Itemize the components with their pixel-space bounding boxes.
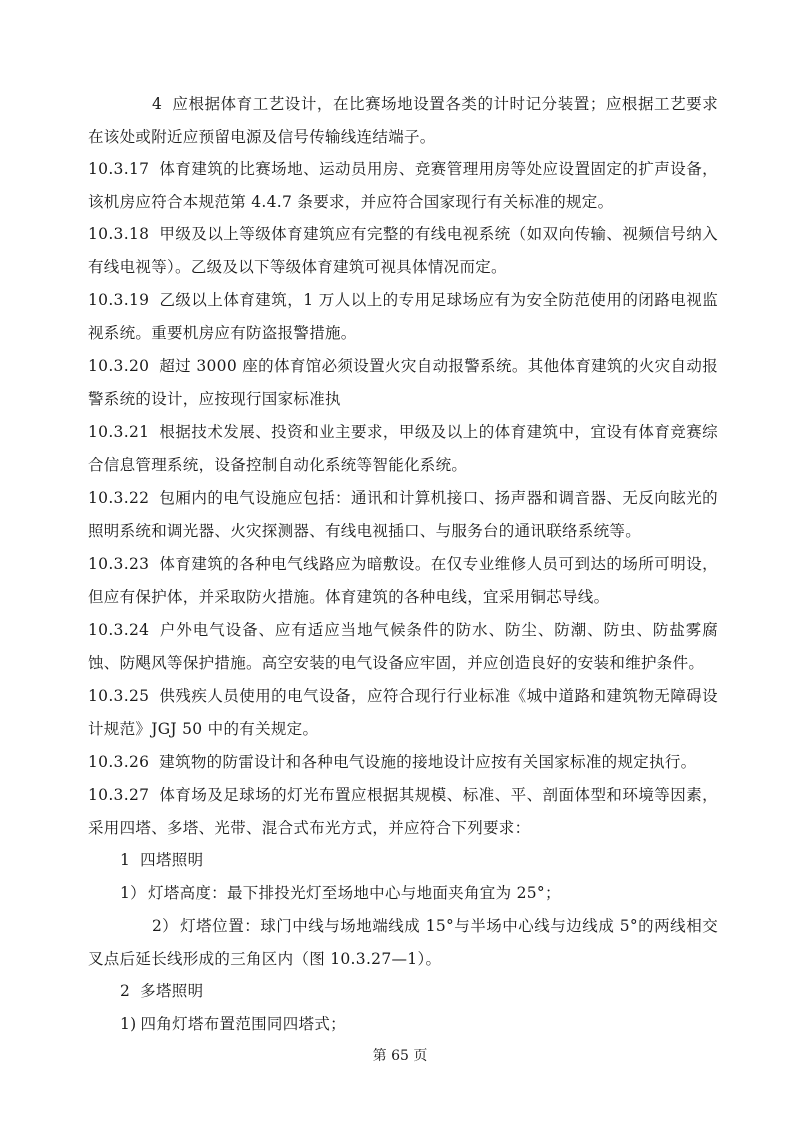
clause-10-3-17 xyxy=(88,153,718,218)
page-number: 第 65 页 xyxy=(372,1048,428,1064)
item-number: 2） xyxy=(152,917,178,935)
clause-text: 包厢内的电气设施应包括：通讯和计算机接口、扬声器和调音器、无反向眩光的照明系统和调光器、火灾探测器、有线电视插口、与服务台的通讯联络系统等。 xyxy=(88,489,718,540)
clause-10-3-22 xyxy=(88,482,718,547)
clause-text: 供残疾人员使用的电气设备，应符合现行行业标准《城中道路和建筑物无障碍设计规范》JGJ 50 中的有关规定。 xyxy=(88,687,718,738)
clause-text: 体育建筑的各种电气线路应为暗敷设。在仅专业维修人员可到达的场所可明设，但应有保护体，并采取防火措施。体育建筑的各种电线，宜采用铜芯导线。 xyxy=(88,555,718,606)
clause-number: 10.3.20 xyxy=(88,357,150,375)
item-text: 四角灯塔布置范围同四塔式； xyxy=(140,1015,346,1033)
clause-number: 10.3.24 xyxy=(88,621,150,639)
clause-text: 超过 3000 座的体育馆必须设置火灾自动报警系统。其他体育建筑的火灾自动报警系统的设计，应按现行国家标准执 xyxy=(88,357,718,408)
item-text: 灯塔高度：最下排投光灯至场地中心与地面夹角宜为 25°； xyxy=(147,884,561,902)
paragraph-text: 应根据体育工艺设计，在比赛场地设置各类的计时记分装置；应根据工艺要求在该处或附近应预留电源及信号传输线连结端子。 xyxy=(88,95,718,146)
paragraph-item-4 xyxy=(88,88,718,153)
clause-10-3-27 xyxy=(88,779,718,844)
clause-10-3-19 xyxy=(88,284,718,349)
clause-number: 10.3.27 xyxy=(88,786,150,804)
clause-number: 10.3.22 xyxy=(88,489,150,507)
clause-number: 10.3.26 xyxy=(88,753,150,771)
clause-number: 10.3.18 xyxy=(88,225,150,243)
clause-10-3-18 xyxy=(88,218,718,283)
clause-10-3-23 xyxy=(88,548,718,613)
subitem-2-1 xyxy=(120,1008,720,1041)
clause-number: 10.3.23 xyxy=(88,555,150,573)
subitem-1 xyxy=(120,844,720,877)
item-number: 2 xyxy=(120,982,131,1000)
clause-text: 体育场及足球场的灯光布置应根据其规模、标准、平、剖面体型和环境等因素，采用四塔、多塔、光带、混合式布光方式，并应符合下列要求： xyxy=(88,786,718,837)
subitem-1-1 xyxy=(120,877,720,910)
clause-10-3-25 xyxy=(88,680,718,745)
item-number: 1） xyxy=(120,884,146,902)
clause-10-3-24 xyxy=(88,614,718,679)
item-number: 4 xyxy=(152,95,163,113)
clause-text: 乙级以上体育建筑，1 万人以上的专用足球场应有为安全防范使用的闭路电视监视系统。重要机房应有防盗报警措施。 xyxy=(88,291,718,342)
clause-text: 甲级及以上等级体育建筑应有完整的有线电视系统（如双向传输、视频信号纳入有线电视等）。乙级及以下等级体育建筑可视具体情况而定。 xyxy=(88,225,718,276)
item-text: 灯塔位置：球门中线与场地端线成 15°与半场中心线与边线成 5°的两线相交叉点后延长线形成的三角区内（图 10.3.27—1）。 xyxy=(88,917,718,968)
clause-text: 根据技术发展、投资和业主要求，甲级及以上的体育建筑中，宜设有体育竞赛综合信息管理系统，设备控制自动化系统等智能化系统。 xyxy=(88,423,718,474)
item-text: 四塔照明 xyxy=(140,851,204,869)
clause-text: 建筑物的防雷设计和各种电气设施的接地设计应按有关国家标准的规定执行。 xyxy=(159,753,697,771)
item-number: 1 xyxy=(120,851,131,869)
clause-number: 10.3.25 xyxy=(88,687,150,705)
clause-10-3-20 xyxy=(88,350,718,415)
clause-number: 10.3.19 xyxy=(88,291,150,309)
clause-number: 10.3.17 xyxy=(88,160,150,178)
item-number: 1) xyxy=(120,1015,137,1033)
clause-text: 体育建筑的比赛场地、运动员用房、竞赛管理用房等处应设置固定的扩声设备，该机房应符合本规范第 4.4.7 条要求，并应符合国家现行有关标准的规定。 xyxy=(88,160,718,211)
clause-number: 10.3.21 xyxy=(88,423,150,441)
clause-10-3-21 xyxy=(88,416,718,481)
clause-10-3-26 xyxy=(88,746,718,779)
item-text: 多塔照明 xyxy=(140,982,204,1000)
clause-text: 户外电气设备、应有适应当地气候条件的防水、防尘、防潮、防虫、防盐雾腐蚀、防飓风等保护措施。高空安装的电气设备应牢固，并应创造良好的安装和维护条件。 xyxy=(88,621,718,672)
subitem-1-2 xyxy=(88,910,718,975)
subitem-2 xyxy=(120,975,720,1008)
